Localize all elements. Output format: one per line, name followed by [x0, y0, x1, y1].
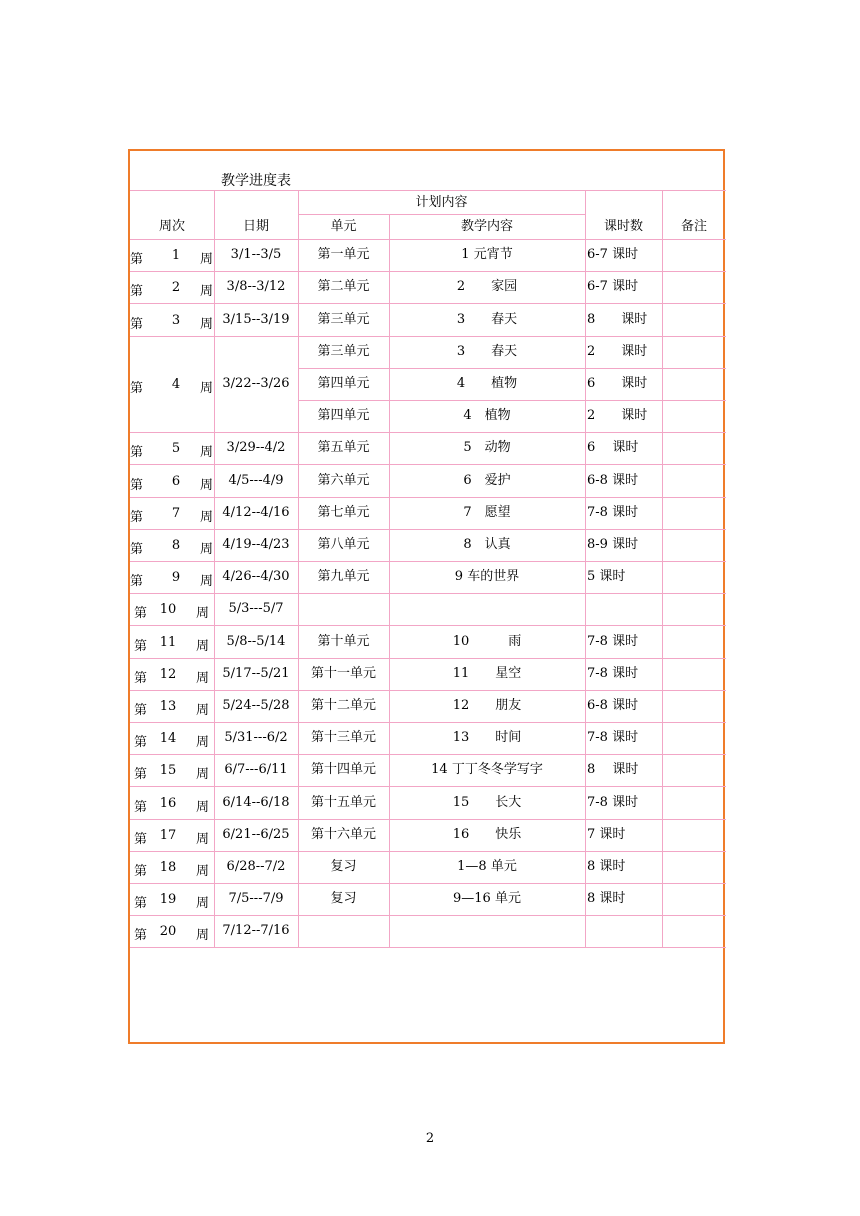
column-line [298, 239, 299, 947]
unit-cell: 第三单元 [317, 343, 370, 359]
week-suffix: 周 [199, 445, 213, 461]
unit-cell: 第十四单元 [310, 762, 376, 778]
date-cell: 4/5---4/9 [228, 472, 284, 488]
week-prefix: 第 [134, 670, 148, 686]
hours-cell: 7-8 课时 [587, 665, 639, 681]
hours-cell: 8 课时 [587, 762, 639, 778]
week-prefix: 第 [134, 928, 148, 944]
week-cell [130, 924, 213, 944]
week-suffix: 周 [199, 574, 213, 590]
row-line [130, 851, 726, 852]
row-line [130, 690, 726, 691]
week-cell [130, 795, 213, 815]
date-cell: 5/24--5/28 [222, 697, 290, 713]
week-cell [130, 634, 213, 654]
date-cell: 3/22--3/26 [222, 375, 290, 391]
header-week: 周次 [158, 219, 185, 234]
week-suffix: 周 [195, 606, 209, 622]
week-suffix: 周 [199, 380, 213, 396]
row-line [130, 819, 726, 820]
week-number: 10 [159, 602, 177, 618]
unit-cell: 第四单元 [317, 408, 370, 424]
week-cell [130, 537, 213, 557]
week-number: 18 [159, 859, 177, 875]
row-line [130, 786, 726, 787]
date-cell: 6/21--6/25 [222, 826, 290, 842]
header-hours: 课时数 [603, 219, 643, 234]
column-line [389, 239, 390, 947]
hours-cell: 7-8 课时 [587, 633, 639, 649]
week-suffix: 周 [195, 767, 209, 783]
week-suffix: 周 [199, 541, 213, 557]
unit-cell: 第十三单元 [310, 730, 376, 746]
week-number: 8 [171, 537, 181, 553]
header-mid-line [298, 214, 585, 215]
date-cell: 5/17--5/21 [222, 665, 290, 681]
week-cell [130, 441, 213, 461]
column-line [662, 239, 663, 947]
unit-cell: 第七单元 [317, 504, 370, 520]
week-number: 14 [159, 731, 177, 747]
content-cell: 3 春天 [456, 343, 518, 359]
content-cell: 14 丁丁冬冬学写字 [431, 762, 543, 778]
week-cell [130, 376, 213, 396]
content-cell: 5 动物 [463, 440, 511, 456]
column-line [214, 239, 215, 947]
row-line [130, 303, 726, 304]
column-line [585, 239, 586, 947]
date-cell: 3/29--4/2 [226, 440, 286, 456]
week-number: 2 [171, 280, 181, 296]
content-cell: 7 愿望 [463, 504, 511, 520]
week-cell [130, 602, 213, 622]
header-content: 教学内容 [460, 219, 513, 234]
week-prefix: 第 [134, 863, 148, 879]
week-suffix: 周 [195, 702, 209, 718]
header-top-line [130, 190, 726, 191]
row-line [130, 529, 726, 530]
week-number: 19 [159, 892, 177, 908]
week-number: 17 [159, 827, 177, 843]
week-suffix: 周 [199, 316, 213, 332]
row-line [130, 464, 726, 465]
hours-cell: 2 课时 [587, 408, 648, 424]
row-line [130, 883, 726, 884]
week-prefix: 第 [130, 380, 144, 396]
week-prefix: 第 [130, 252, 144, 268]
week-cell [130, 280, 213, 300]
row-line [130, 561, 726, 562]
content-cell: 6 爱护 [463, 472, 511, 488]
header-bottom-line [130, 239, 726, 240]
unit-cell: 第十五单元 [310, 794, 376, 810]
date-cell: 3/15--3/19 [222, 311, 290, 327]
content-cell: 2 家园 [456, 279, 518, 295]
row-line [130, 915, 726, 916]
week-prefix: 第 [134, 767, 148, 783]
row-line [130, 658, 726, 659]
week-suffix: 周 [195, 735, 209, 751]
content-cell: 15 长大 [452, 794, 522, 810]
hours-cell: 7-8 课时 [587, 730, 639, 746]
week-prefix: 第 [134, 831, 148, 847]
unit-cell: 第四单元 [317, 375, 370, 391]
row-line [130, 625, 726, 626]
date-cell: 4/19--4/23 [222, 536, 290, 552]
date-cell: 3/1--3/5 [230, 247, 282, 263]
week-number: 12 [159, 666, 177, 682]
unit-cell: 第十单元 [317, 633, 370, 649]
hours-cell: 7-8 课时 [587, 794, 639, 810]
row-line [130, 593, 726, 594]
row-line [130, 336, 726, 337]
week-suffix: 周 [195, 928, 209, 944]
hours-cell: 7 课时 [587, 826, 626, 842]
week-prefix: 第 [134, 896, 148, 912]
date-cell: 3/8--3/12 [226, 279, 286, 295]
week-prefix: 第 [130, 509, 144, 525]
week-cell [130, 473, 213, 493]
hours-cell: 5 课时 [587, 569, 626, 585]
week-prefix: 第 [134, 606, 148, 622]
week-suffix: 周 [199, 284, 213, 300]
content-cell: 1 元宵节 [461, 247, 513, 263]
content-cell: 8 认真 [463, 536, 511, 552]
week-prefix: 第 [134, 638, 148, 654]
unit-cell: 第九单元 [317, 569, 370, 585]
date-cell: 5/3---5/7 [228, 601, 284, 617]
week-suffix: 周 [199, 252, 213, 268]
content-cell: 3 春天 [456, 311, 518, 327]
week-cell [130, 892, 213, 912]
week-suffix: 周 [195, 638, 209, 654]
week-cell [130, 763, 213, 783]
week-number: 13 [159, 698, 177, 714]
row-line [130, 754, 726, 755]
hours-cell: 6-7 课时 [587, 247, 639, 263]
content-cell: 16 快乐 [452, 826, 522, 842]
row-line [130, 497, 726, 498]
date-cell: 4/26--4/30 [222, 569, 290, 585]
week-cell [130, 570, 213, 590]
week-cell [130, 827, 213, 847]
week-number: 4 [171, 376, 181, 392]
unit-cell: 第五单元 [317, 440, 370, 456]
week-number: 1 [171, 248, 181, 264]
week-prefix: 第 [130, 445, 144, 461]
week-suffix: 周 [195, 896, 209, 912]
hours-cell: 7-8 课时 [587, 504, 639, 520]
content-cell: 4 植物 [456, 375, 518, 391]
page-number: 2 [425, 1131, 435, 1146]
hours-cell: 2 课时 [587, 343, 648, 359]
content-cell: 4 植物 [463, 408, 511, 424]
header-remark: 备注 [680, 219, 707, 234]
week-suffix: 周 [195, 831, 209, 847]
week-suffix: 周 [195, 670, 209, 686]
row-line [130, 271, 726, 272]
week-prefix: 第 [130, 541, 144, 557]
hours-cell: 6-8 课时 [587, 472, 639, 488]
week-cell [130, 731, 213, 751]
week-suffix: 周 [199, 509, 213, 525]
week-number: 5 [171, 441, 181, 457]
hours-cell: 6 课时 [587, 440, 639, 456]
content-cell: 13 时间 [452, 730, 522, 746]
week-suffix: 周 [195, 799, 209, 815]
week-number: 15 [159, 763, 177, 779]
header-plan: 计划内容 [415, 195, 468, 210]
header-unit: 单元 [330, 219, 357, 234]
unit-cell: 第十六单元 [310, 826, 376, 842]
week-number: 6 [171, 473, 181, 489]
hours-cell: 8 课时 [587, 858, 626, 874]
week-number: 7 [171, 505, 181, 521]
date-cell: 4/12--4/16 [222, 504, 290, 520]
content-cell: 11 星空 [452, 665, 522, 681]
date-cell: 6/7---6/11 [224, 762, 288, 778]
table-title: 教学进度表 [221, 173, 291, 189]
content-cell: 12 朋友 [452, 697, 522, 713]
date-cell: 7/12--7/16 [222, 923, 290, 939]
date-cell: 5/8--5/14 [226, 633, 286, 649]
week-suffix: 周 [199, 477, 213, 493]
row-line [130, 722, 726, 723]
week-number: 9 [171, 570, 181, 586]
week-prefix: 第 [134, 735, 148, 751]
week-prefix: 第 [134, 799, 148, 815]
hours-cell: 8 课时 [587, 891, 626, 907]
unit-cell: 第三单元 [317, 311, 370, 327]
week-number: 16 [159, 795, 177, 811]
unit-cell: 第一单元 [317, 247, 370, 263]
hours-cell: 8-9 课时 [587, 536, 639, 552]
content-cell: 9 车的世界 [454, 569, 520, 585]
date-cell: 6/28--7/2 [226, 858, 286, 874]
week-prefix: 第 [134, 702, 148, 718]
week-prefix: 第 [130, 477, 144, 493]
date-cell: 6/14--6/18 [222, 794, 290, 810]
row-line [130, 432, 726, 433]
hours-cell: 6-8 课时 [587, 697, 639, 713]
week-number: 3 [171, 312, 181, 328]
content-cell: 9—16 单元 [453, 891, 521, 907]
week-cell [130, 859, 213, 879]
week-prefix: 第 [130, 284, 144, 300]
unit-cell: 复习 [330, 858, 357, 874]
week-number: 20 [159, 924, 177, 940]
header-date: 日期 [242, 219, 269, 234]
unit-cell: 第六单元 [317, 472, 370, 488]
hours-cell: 6 课时 [587, 375, 648, 391]
week-cell [130, 248, 213, 268]
week-suffix: 周 [195, 863, 209, 879]
week-cell [130, 312, 213, 332]
week-cell [130, 698, 213, 718]
week-cell [130, 666, 213, 686]
unit-cell: 第八单元 [317, 536, 370, 552]
week-prefix: 第 [130, 574, 144, 590]
date-cell: 5/31---6/2 [224, 730, 288, 746]
week-number: 11 [159, 634, 177, 650]
unit-cell: 第十一单元 [310, 665, 376, 681]
week-cell [130, 505, 213, 525]
content-cell: 10 雨 [452, 633, 522, 649]
hours-cell: 8 课时 [587, 311, 648, 327]
content-cell: 1—8 单元 [457, 858, 517, 874]
unit-cell: 第二单元 [317, 279, 370, 295]
unit-cell: 复习 [330, 891, 357, 907]
date-cell: 7/5---7/9 [228, 891, 284, 907]
row-line [130, 947, 726, 948]
hours-cell: 6-7 课时 [587, 279, 639, 295]
week-prefix: 第 [130, 316, 144, 332]
unit-cell: 第十二单元 [310, 697, 376, 713]
